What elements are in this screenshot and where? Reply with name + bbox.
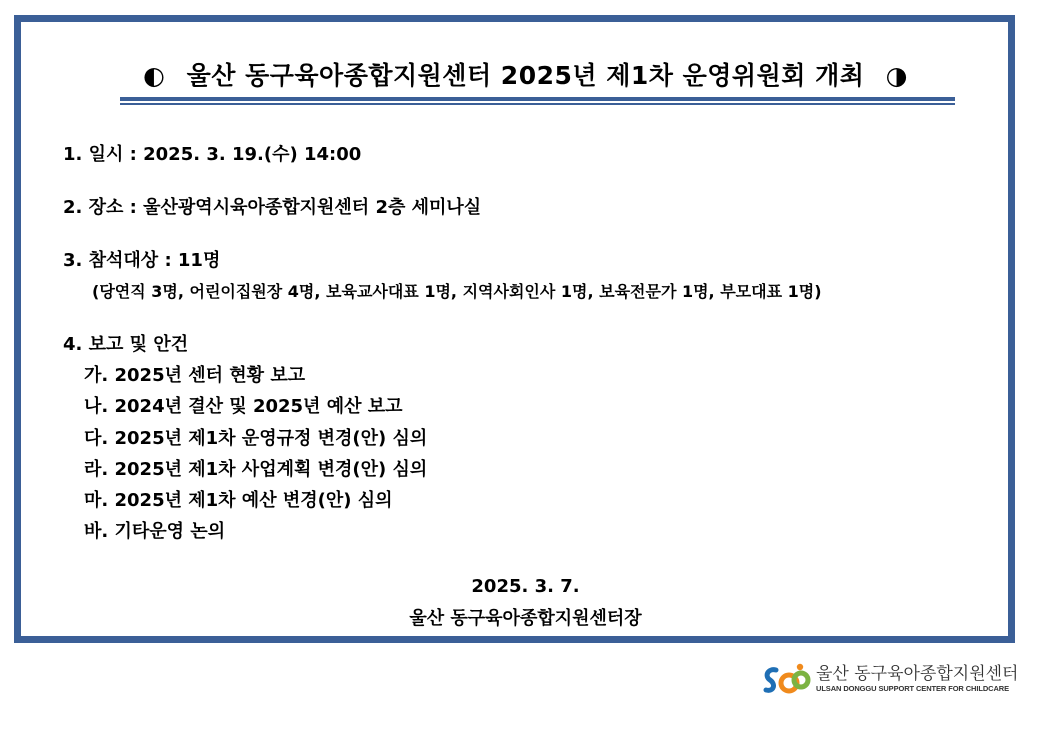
center-logo-text (816, 664, 1018, 694)
agenda-item: 라. 2025년 제1차 사업계획 변경(안) 심의 (84, 459, 428, 480)
title-row (0, 54, 1051, 94)
agenda-item: 마. 2025년 제1차 예산 변경(안) 심의 (84, 490, 393, 511)
item-place: 2. 장소 : 울산광역시육아종합지원센터 2층 세미나실 (63, 197, 482, 218)
center-logo-name-kr: 울산 동구육아종합지원센터 (816, 664, 1019, 684)
page-title (143, 56, 908, 92)
footer-date: 2025. 3. 7. (471, 576, 580, 597)
center-logo-name-en: ULSAN DONGGU SUPPORT CENTER FOR CHILDCARE (816, 684, 1009, 693)
footer-signature: 울산 동구육아종합지원센터장 (409, 608, 642, 629)
title-underline-thin (120, 103, 955, 105)
notice-frame (14, 15, 1015, 643)
item-datetime: 1. 일시 : 2025. 3. 19.(수) 14:00 (63, 144, 362, 165)
item-attendees-detail: (당연직 3명, 어린이집원장 4명, 보육교사대표 1명, 지역사회인사 1명, 보육전문가 1명, 부모대표 1명) (92, 282, 822, 301)
agenda-item: 다. 2025년 제1차 운영규정 변경(안) 심의 (84, 428, 428, 449)
title-underline (120, 97, 955, 105)
item-attendees: 3. 참석대상 : 11명 (63, 250, 221, 271)
center-logo-mark-icon (762, 661, 812, 697)
item-agenda-heading: 4. 보고 및 안건 (63, 334, 189, 355)
right-half-circle-icon: ◑ (885, 61, 908, 90)
agenda-item: 바. 기타운영 논의 (84, 521, 226, 542)
agenda-item: 가. 2025년 센터 현황 보고 (84, 365, 306, 386)
title-text: 울산 동구육아종합지원센터 2025년 제1차 운영위원회 개최 (186, 61, 865, 90)
center-logo (762, 661, 1022, 697)
agenda-item: 나. 2024년 결산 및 2025년 예산 보고 (84, 396, 403, 417)
left-half-circle-icon: ◐ (143, 61, 166, 90)
